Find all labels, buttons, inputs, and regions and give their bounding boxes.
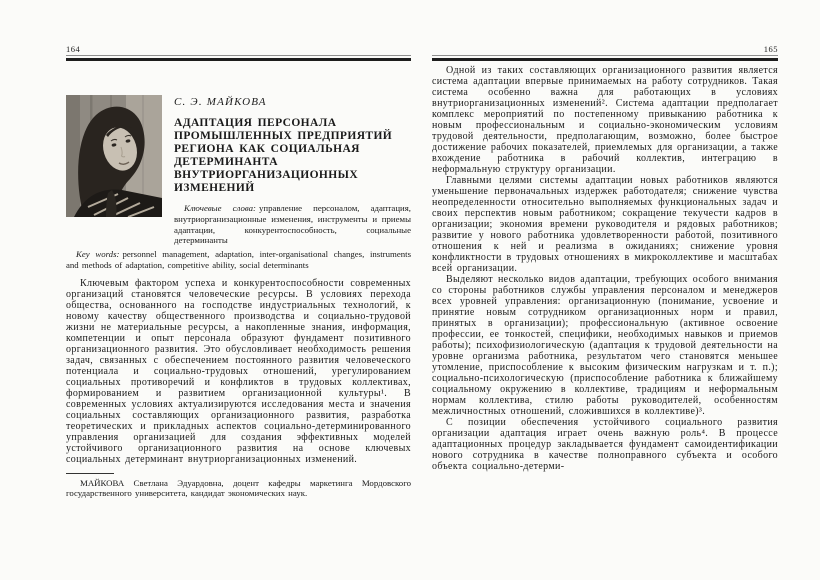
article-body-paragraph: Главными целями системы адаптации новых работников являются уменьшение первоначальных издержек работодателя; снижение чувства неопределенности относительно выполняемых функциональных задач и своих перспектив новым работником; сокращение текучести кадров в организации; экономия времени руководителя и рядовых работников; развитие у нового работника удовлетворенности работой, позитивного отношения к ней и реализма в ожиданиях; снижение уровня конфликтности в трудовых отношениях в микроколлективе и масштабах всей организации. [432,175,778,274]
author-name: С. Э. МАЙКОВА [174,96,267,108]
left-page-header [66,45,411,61]
keywords-ru-text: управление персоналом, адаптация, внутриорганизационные изменения, инструменты и приемы адаптации, конкурентоспособность, социальные детерминанты [174,203,411,246]
article-body-paragraph: Ключевым фактором успеха и конкурентоспособности современных организаций становятся человеческие ресурсы. В условиях перехода общества, основанного на господстве индустриальных технологий, к новому качеству общественного производства и социально-трудовой жизни не материальные ресурсы, а накопленные знания, информация, компетенции и опыт персонала образуют фундамент позитивного организационного развития. Это обусловливает необходимость решения задач, связанных с обеспечением постоянного развития человеческого потенциала и социально-трудовых отношений, урегулированием социальных противоречий и конфликтов в трудовых коллективах, формированием и развитием организационной культуры¹. В современных условиях актуализируются исследования места и значения социальных составляющих организационного развития, разработка теоретических и прикладных аспектов социально-детерминированного управления организацией для создания эффективных моделей устойчивого организационного развития на основе ключевых социальных детерминант внутриорганизационных изменений. [66,277,411,465]
article-body-paragraph: Выделяют несколько видов адаптации, требующих особого внимания со стороны работников службы управления персоналом и менеджеров всех уровней управления: организационную (понимание, усвоение и принятие новым сотрудником организационных норм и правил, принятых в организации); профессиональную (активное освоение профессии, ее тонкостей, специфики, необходимых навыков и приемов работы); психофизиологическую (адаптация к трудовой деятельности на уровне организма работника, результатом чего становятся меньшее утомление, приспособление к высоким физическим нагрузкам и т. п.); социально-психологическую (приспособление работника к ближайшему социальному окружению в коллективе, традициям и неформальным нормам коллектива, стилю работы руководителей, особенностям межличностных отношений, сложившихся в коллективе)³. [432,274,778,417]
page-number: 165 [763,44,778,54]
author-footnote: МАЙКОВА Светлана Эдуардовна, доцент кафедры маркетинга Мордовского государственного университета, кандидат экономических наук. [66,477,411,499]
right-page-header [432,45,778,61]
right-page [432,45,778,472]
left-page [66,45,411,499]
page-number: 164 [66,44,81,54]
article-body-paragraph: С позиции обеспечения устойчивого социального развития организации адаптация играет очень важную роль⁴. В процессе адаптационных процедур закладывается фундамент самоидентификации нового сотрудника в качестве полноправного субъекта и особого объекта социально-детерми- [432,417,778,472]
keywords-ru [174,203,411,246]
author-block [66,95,411,246]
author-portrait-image [66,95,162,217]
article-title: АДАПТАЦИЯ ПЕРСОНАЛА ПРОМЫШЛЕННЫХ ПРЕДПРИЯТИЙ РЕГИОНА КАК СОЦИАЛЬНАЯ ДЕТЕРМИНАНТА ВНУТРИОРГАНИЗАЦИОННЫХ ИЗМЕНЕНИЙ [174,117,393,194]
keywords-en [66,249,411,271]
header-rule [432,55,778,61]
footnote-separator [66,473,114,474]
keywords-en-text: personnel management, adaptation, inter-organisational changes, instruments and methods of adaptation, competitive ability, social determinants [66,249,412,270]
title-column [174,95,411,246]
author-photo [66,95,162,217]
header-rule [66,55,411,61]
keywords-ru-label: Ключевые слова: [184,203,256,213]
keywords-en-label: Key words: [76,249,120,260]
article-body-paragraph: Одной из таких составляющих организационного развития является система адаптации впервые принимаемых на работу сотрудников. Такая система особенно важна для работающих в условиях внутриорганизационных изменений². Система адаптации предполагает комплекс мероприятий по постепенному привыканию работника к новым профессиональным и социально-экономическим условиям трудовой деятельности, предполагающим, возможно, более быстрое достижение рабочих показателей, приемлемых для организации, а также вхождение работника в рабочий коллектив, интеграцию в неформальную структуру организации. [432,65,778,175]
